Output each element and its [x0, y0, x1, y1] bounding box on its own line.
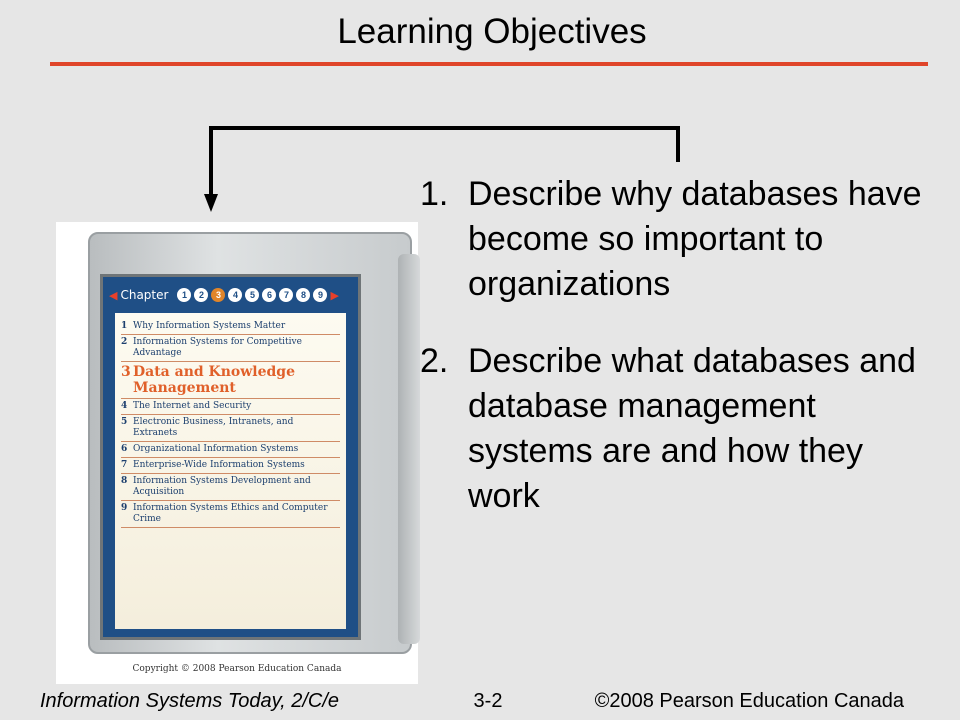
toc-number: 7 — [121, 460, 128, 470]
toc-page — [115, 313, 346, 629]
objective-item — [420, 339, 940, 519]
chapter-dot: 8 — [296, 288, 310, 302]
toc-number: 9 — [121, 503, 128, 513]
chapter-dot: 7 — [279, 288, 293, 302]
objective-item — [420, 172, 940, 307]
slide-title: Learning Objectives — [337, 12, 647, 51]
toc-title: Enterprise-Wide Information Systems — [133, 460, 305, 470]
toc-title: Data and Knowledge Management — [133, 364, 295, 396]
toc-item — [121, 442, 340, 458]
toc-item-current — [121, 362, 340, 399]
toc-number: 1 — [121, 321, 128, 331]
toc-title: Why Information Systems Matter — [133, 321, 286, 331]
tablet-screen — [100, 274, 361, 640]
chapter-dot-active: 3 — [211, 288, 225, 302]
prev-arrow-icon: ◀ — [109, 289, 118, 302]
toc-item — [121, 415, 340, 442]
tablet-image — [56, 222, 418, 684]
toc-title: Information Systems for Competitive Advantage — [133, 337, 302, 358]
toc-number: 2 — [121, 337, 128, 347]
toc-item — [121, 474, 340, 501]
objective-text: Describe why databases have become so important to organizations — [468, 175, 922, 303]
toc-item — [121, 399, 340, 415]
objective-number: 2. — [420, 342, 449, 380]
title-divider — [50, 62, 928, 66]
toc-number: 3 — [121, 364, 131, 380]
toc-title: Information Systems Development and Acquisition — [133, 476, 311, 497]
chapter-label: Chapter — [120, 288, 169, 302]
toc-item — [121, 319, 340, 335]
toc-item — [121, 501, 340, 528]
toc-item — [121, 335, 340, 362]
toc-title: Information Systems Ethics and Computer Crime — [133, 503, 328, 524]
tablet-body — [88, 232, 412, 654]
toc-number: 5 — [121, 417, 128, 427]
chapter-dot: 6 — [262, 288, 276, 302]
toc-number: 8 — [121, 476, 128, 486]
toc-item — [121, 458, 340, 474]
objectives-list — [420, 172, 940, 551]
toc-title: Electronic Business, Intranets, and Extranets — [133, 417, 294, 438]
chapter-dot: 2 — [194, 288, 208, 302]
tablet-side-panel — [398, 254, 420, 644]
chapter-bar — [103, 277, 358, 313]
toc-title: The Internet and Security — [133, 401, 252, 411]
objective-number: 1. — [420, 175, 449, 213]
toc-number: 4 — [121, 401, 128, 411]
chapter-dot: 5 — [245, 288, 259, 302]
toc-number: 6 — [121, 444, 128, 454]
chapter-dot: 4 — [228, 288, 242, 302]
chapter-dot: 1 — [177, 288, 191, 302]
chapter-dot: 9 — [313, 288, 327, 302]
image-copyright: Copyright © 2008 Pearson Education Canada — [132, 664, 342, 674]
toc-title: Organizational Information Systems — [133, 444, 299, 454]
footer-copyright: ©2008 Pearson Education Canada — [594, 690, 904, 712]
objective-text: Describe what databases and database management systems are and how they work — [468, 342, 916, 515]
footer-page-number: 3-2 — [473, 690, 503, 712]
footer-book-title: Information Systems Today, 2/C/e — [40, 690, 340, 712]
arrow-head-icon — [204, 194, 218, 212]
next-arrow-icon: ▶ — [330, 289, 339, 302]
